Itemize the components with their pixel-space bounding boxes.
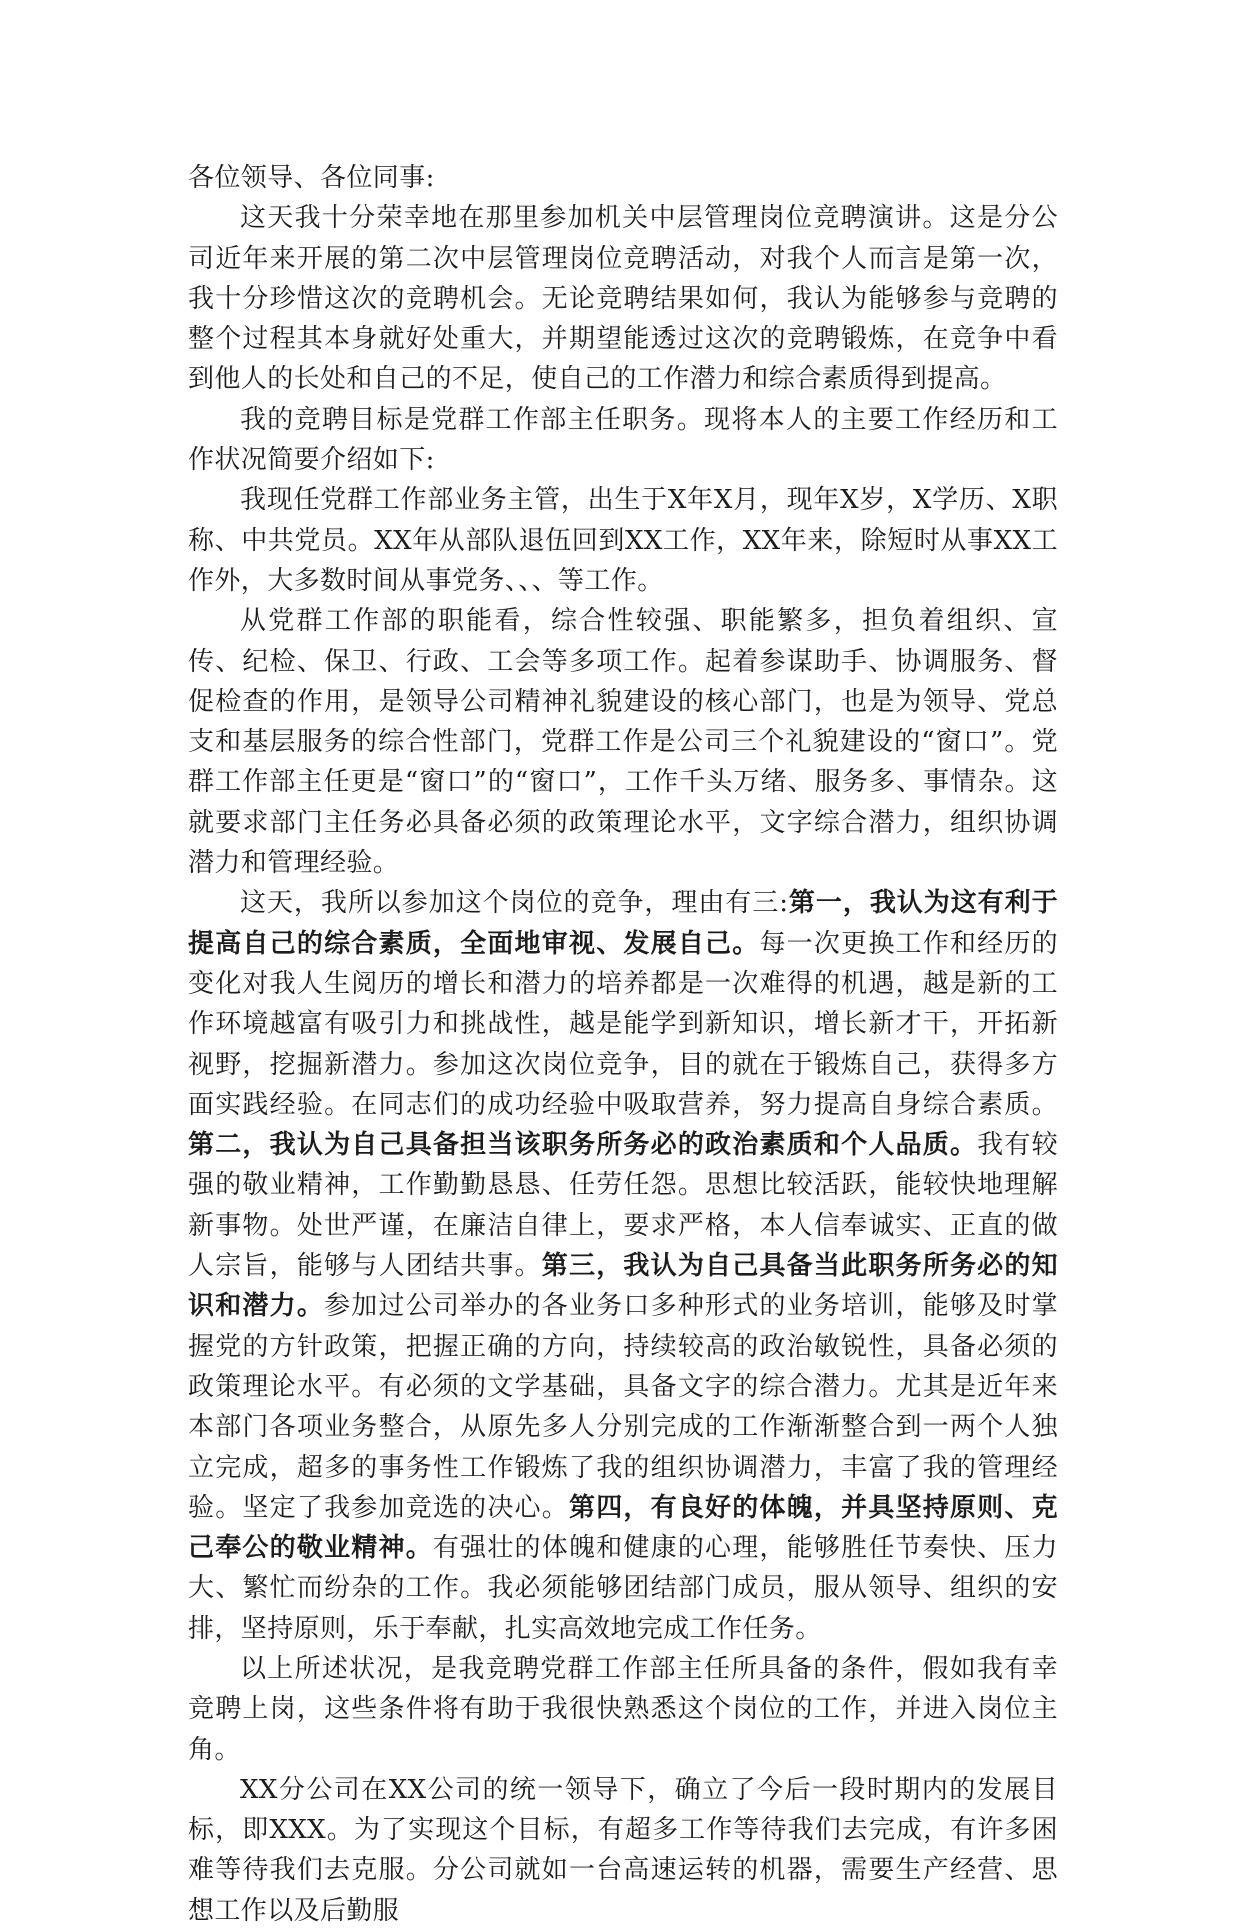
reason-one-heading: 第一，我认为这有利于提高自己的综合素质，全面地审视、发展自己。 <box>188 888 1058 959</box>
paragraph-department-role: 从党群工作部的职能看，综合性较强、职能繁多，担负着组织、宣传、纪检、保卫、行政、工会等多项工作。起着参谋助手、协调服务、督促检查的作用，是领导公司精神礼貌建设的核心部门，也是为领导、党总支和基层服务的综合性部门，党群工作是公司三个礼貌建设的“窗口”。党群工作部主任更是“窗口”的“窗口”，工作千头万绪、服务多、事情杂。这就要求部门主任务必具备必须的政策理论水平，文字综合潜力，组织协调潜力和管理经验。 <box>188 606 1058 879</box>
reason-two-heading: 第二，我认为自己具备担当该职务所务必的政治素质和个人品质。 <box>188 1130 978 1161</box>
document-body <box>188 158 1058 1931</box>
paragraph-background: 我现任党群工作部业务主管，出生于X年X月，现年X岁，X学历、X职称、中共党员。XX年从部队退伍回到XX工作，XX年来，除短时从事XX工作外，大多数时间从事党务、、、等工作。 <box>188 485 1058 596</box>
reason-two-text: 我有较强的敬业精神，工作勤勤恳恳、任劳任怨。思想比较活跃，能较快地理解新事物。处世严谨，在廉洁自律上，要求严格，本人信奉诚实、正直的做人宗旨，能够与人团结共事。 <box>188 1130 1058 1282</box>
paragraph-intro: 这天我十分荣幸地在那里参加机关中层管理岗位竞聘演讲。这是分公司近年来开展的第二次中层管理岗位竞聘活动，对我个人而言是第一次，我十分珍惜这次的竞聘机会。无论竞聘结果如何，我认为能够参与竞聘的整个过程其本身就好处重大，并期望能透过这次的竞聘锻炼，在竞争中看到他人的长处和自己的不足，使自己的工作潜力和综合素质得到提高。 <box>188 203 1058 395</box>
reason-three-text: 参加过公司举办的各业务口多种形式的业务培训，能够及时掌握党的方针政策，把握正确的方向，持续较高的政治敏锐性，具备必须的政策理论水平。有必须的文学基础，具备文字的综合潜力。尤其是近年来本部门各项业务整合，从原先多人分别完成的工作渐渐整合到一两个人独立完成，超多的事务性工作锻炼了我的组织协调潜力，丰富了我的管理经验。坚定了我参加竞选的决心。 <box>188 1291 1058 1523</box>
paragraph-outlook: XX分公司在XX公司的统一领导下，确立了今后一段时期内的发展目标，即XXX。为了实现这个目标，有超多工作等待我们去完成，有许多困难等待我们去克服。分公司就如一台高速运转的机器，需要生产经营、思想工作以及后勤服 <box>188 1774 1058 1926</box>
paragraph-summary: 以上所述状况，是我竞聘党群工作部主任所具备的条件，假如我有幸竞聘上岗，这些条件将有助于我很快熟悉这个岗位的工作，并进入岗位主角。 <box>188 1653 1058 1765</box>
reason-one-text: 每一次更换工作和经历的变化对我人生阅历的增长和潜力的培养都是一次难得的机遇，越是新的工作环境越富有吸引力和挑战性，越是能学到新知识，增长新才干，开拓新视野，挖掘新潜力。参加这次岗位竞争，目的就在于锻炼自己，获得多方面实践经验。在同志们的成功经验中吸取营养，努力提高自身综合素质。 <box>188 928 1058 1120</box>
salutation: 各位领导、各位同事: <box>188 163 435 193</box>
reasons-intro: 这天，我所以参加这个岗位的竞争，理由有三: <box>240 888 789 919</box>
paragraph-reasons <box>188 883 1058 1649</box>
paragraph-goal: 我的竞聘目标是党群工作部主任职务。现将本人的主要工作经历和工作状况简要介绍如下: <box>188 404 1058 476</box>
reason-four-text: 有强壮的体魄和健康的心理，能够胜任节奏快、压力大、繁忙而纷杂的工作。我必须能够团结部门成员，服从领导、组织的安排，坚持原则，乐于奉献，扎实高效地完成工作任务。 <box>188 1533 1058 1644</box>
reason-four-heading: 第四，有良好的体魄，并具坚持原则、克己奉公的敬业精神。 <box>188 1492 1058 1564</box>
reason-three-heading: 第三，我认为自己具备当此职务所务必的知识和潜力。 <box>188 1251 1058 1322</box>
